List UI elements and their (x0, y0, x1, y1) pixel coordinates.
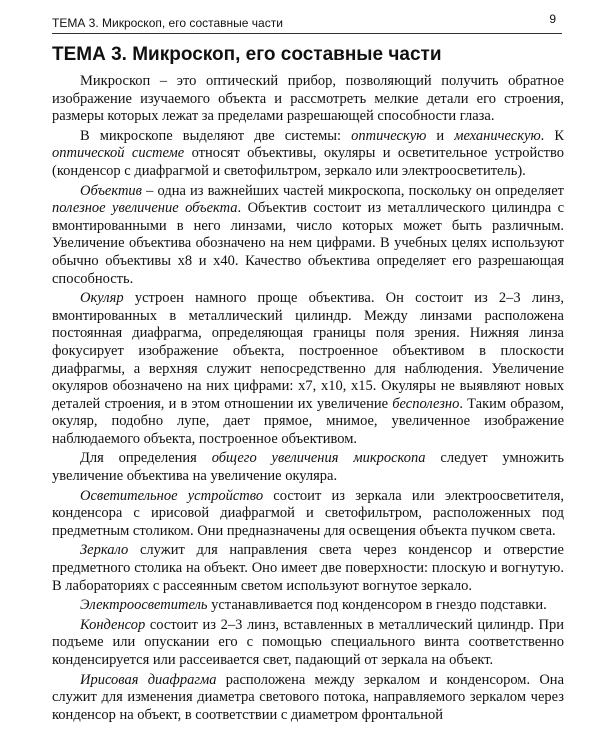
paragraph-condenser: Конденсор состоит из 2–3 линз, вставленных в металлический цилиндр. При подъеме или опускании его с помощью специального винта соответственно конденсируется или рассеивается свет, падающий от зеркала на объект. (52, 616, 564, 668)
running-header: ТЕМА 3. Микроскоп, его составные части (52, 14, 562, 34)
paragraph-iris-diaphragm: Ирисовая диафрагма расположена между зеркалом и конденсором. Она служит для изменения диаметра светового потока, направляемого зеркалом через конденсор на объект, в соответствии с диаметром фронтальной (52, 671, 565, 723)
paragraph-eyepiece: Окуляр устроен намного проще объектива. Он состоит из 2–3 линз, вмонтированных в металлический цилиндр. Между линзами расположена постоянная диафрагма, определяющая границы поля зрения. Нижняя линза фокусирует изображение объекта, построенное объективом в плоскости диафрагмы, а верхняя служит непосредственно для наблюдения. Увеличение окуляров обозначено на них цифрами: x7, x10, x15. Окуляры не выявляют новых деталей строения, и в этом отношении их увеличение бесполезно. Таким образом, окуляр, подобно лупе, дает прямое, мнимое, увеличенное изображение наблюдаемого объекта, построенное объективом. (52, 290, 564, 447)
body-text (52, 73, 564, 724)
page-number: 9 (549, 12, 556, 26)
paragraph-microscope-definition: Микроскоп – это оптический прибор, позволяющий получить обратное изображение изучаемого объекта и рассмотреть мелкие детали его строения, размеры которых лежат за пределами разрешающей способности глаза. (52, 73, 564, 125)
paragraph-electric-illuminator: Электроосветитель устанавливается под конденсором в гнездо подставки. (80, 597, 547, 614)
paragraph-mirror: Зеркало служит для направления света через конденсор и отверстие предметного столика на объект. Оно имеет две поверхности: плоскую и вогнутую. В лабораториях с рассеянным светом используют вогнутое зеркало. (52, 542, 564, 594)
paragraph-total-magnification: Для определения общего увеличения микроскопа следует умножить увеличение объектива на увеличение окуляра. (52, 450, 564, 485)
page-title: ТЕМА 3. Микроскоп, его составные части (52, 44, 442, 65)
paragraph-two-systems: В микроскопе выделяют две системы: оптическую и механическую. К оптической системе относят объективы, окуляры и осветительное устройство (конденсор с диафрагмой и светофильтром, зеркало или электроосветитель). (52, 127, 565, 179)
paragraph-illuminator: Осветительное устройство состоит из зеркала или электроосветителя, конденсора с ирисовой диафрагмой и светофильтром, расположенных под предметным столиком. Они предназначены для освещения объекта пучком света. (52, 487, 564, 539)
paragraph-objective: Объектив – одна из важнейших частей микроскопа, поскольку он определяет полезное увеличение объекта. Объектив состоит из металлического цилиндра с вмонтированными в него линзами, число которых может быть различным. Увеличение объектива обозначено на нем цифрами. В учебных целях используют обычно объективы x8 и x40. Качество объектива определяет его разрешающая способность. (52, 182, 565, 287)
